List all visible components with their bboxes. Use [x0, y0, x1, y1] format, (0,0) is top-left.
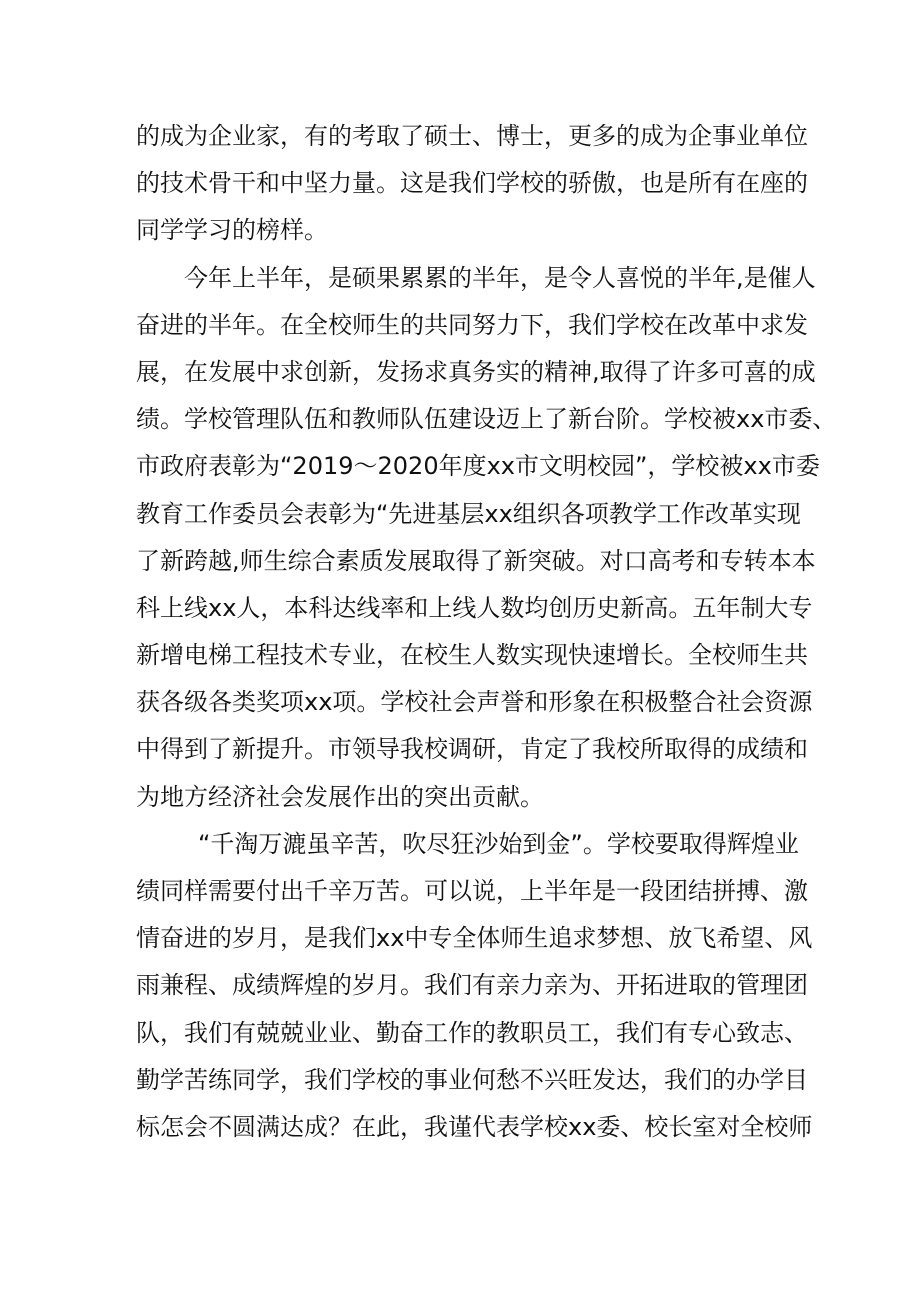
text-line: 了新跨越,师生综合素质发展取得了新突破。对口高考和专转本本: [136, 546, 816, 575]
text-line: 中得到了新提升。市领导我校调研，肯定了我校所取得的成绩和: [136, 735, 808, 764]
paragraph-continuation: [136, 113, 808, 255]
document-body: [136, 113, 837, 1151]
text-line: 展，在发展中求创新，发扬求真务实的精神,取得了许多可喜的成: [136, 357, 816, 386]
text-line: “千淘万漉虽辛苦，吹尽狂沙始到金”。学校要取得辉煌业: [198, 829, 799, 858]
text-line: 科上线xx人，本科达线率和上线人数均创历史新高。五年制大专: [136, 593, 813, 622]
text-line: 奋进的半年。在全校师生的共同努力下，我们学校在改革中求发: [136, 310, 808, 339]
text-line: 新增电梯工程技术专业，在校生人数实现快速增长。全校师生共: [136, 641, 808, 670]
paragraph-achievements: [136, 255, 837, 821]
text-line: 勤学苦练同学，我们学校的事业何愁不兴旺发达，我们的办学目: [136, 1065, 808, 1094]
text-line: 获各级各类奖项xx项。学校社会声誉和形象在积极整合社会资源: [136, 688, 813, 717]
text-line: 绩同样需要付出千辛万苦。可以说，上半年是一段团结拼搏、激: [136, 877, 808, 905]
text-line: 同学学习的榜样。: [136, 216, 328, 245]
text-line: 今年上半年，是硕果累累的半年，是令人喜悦的半年,是催人: [184, 263, 816, 292]
text-line: 的成为企业家，有的考取了硕士、博士，更多的成为企事业单位: [136, 122, 808, 150]
text-line: 雨兼程、成绩辉煌的岁月。我们有亲力亲为、开拓进取的管理团: [136, 971, 808, 1000]
paragraph-quote: [136, 821, 813, 1151]
text-line: 标怎会不圆满达成？在此，我谨代表学校xx委、校长室对全校师: [136, 1112, 813, 1141]
text-line: 情奋进的岁月，是我们xx中专全体师生追求梦想、放飞希望、风: [136, 924, 813, 953]
text-line: 为地方经济社会发展作出的突出贡献。: [136, 782, 544, 811]
text-line: 的技术骨干和中坚力量。这是我们学校的骄傲，也是所有在座的: [136, 169, 808, 198]
text-line: 队，我们有兢兢业业、勤奋工作的教职员工，我们有专心致志、: [136, 1018, 808, 1047]
text-line: 市政府表彰为“2019～2020年度xx市文明校园”，学校被xx市委: [136, 452, 820, 481]
text-line: 绩。学校管理队伍和教师队伍建设迈上了新台阶。学校被xx市委、: [136, 405, 837, 434]
text-line: 教育工作委员会表彰为“先进基层xx组织各项教学工作改革实现: [136, 499, 801, 528]
